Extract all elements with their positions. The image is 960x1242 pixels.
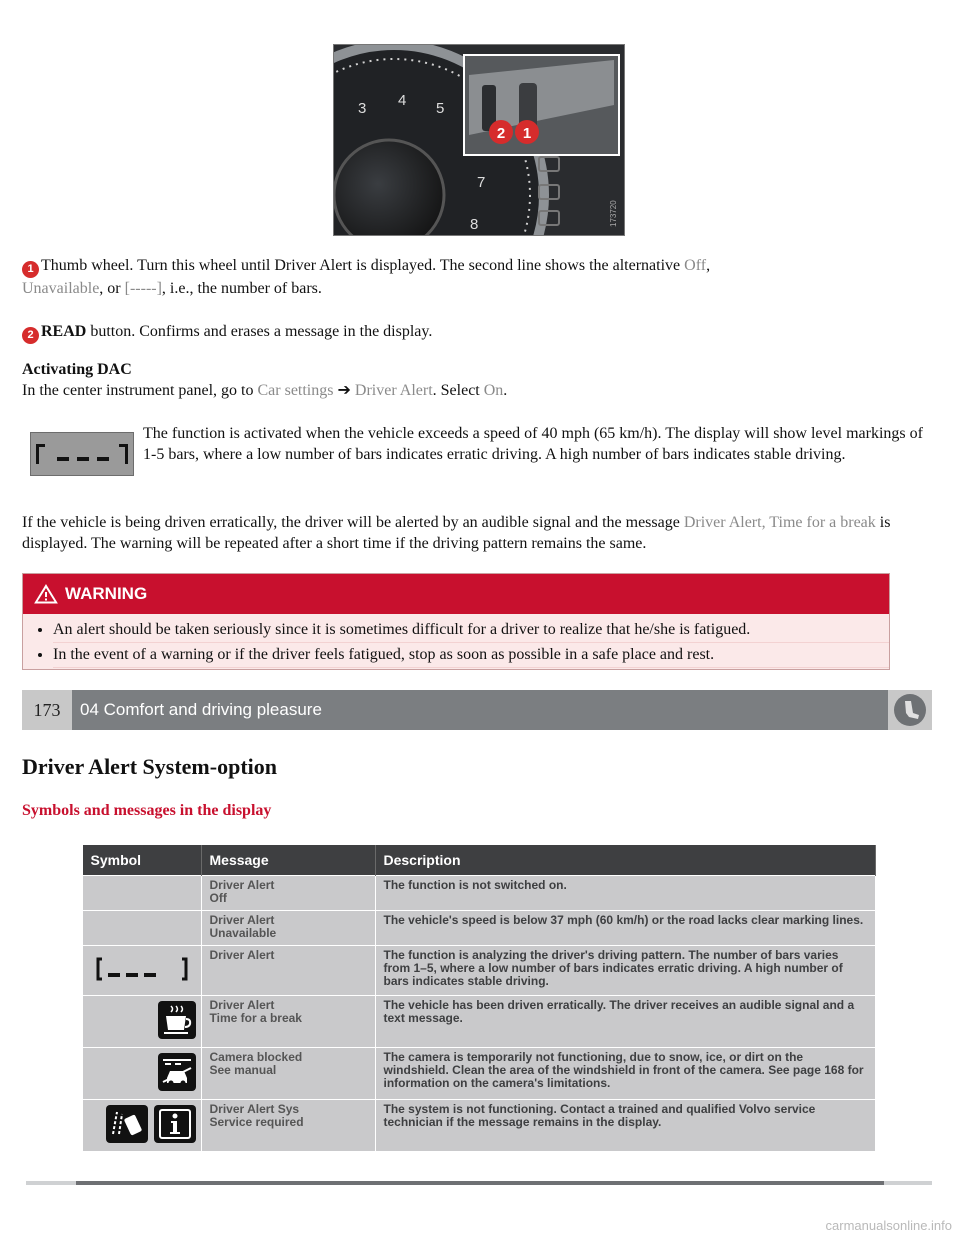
thumb-wheel-paragraph	[22, 255, 922, 299]
camera-blocked-icon	[157, 1052, 197, 1092]
text: , i.e., the number of bars.	[161, 280, 322, 297]
table-row	[83, 1100, 876, 1152]
description-cell: The function is analyzing the driver's driving pattern. The number of bars varies from 1–5, where a low number of bars indicates erratic driving. A high number of bars indicates stable driving.	[375, 946, 876, 996]
message-line: Off	[209, 891, 227, 905]
warning-triangle-icon	[33, 583, 59, 605]
menu-driver-alert: Driver Alert	[354, 382, 433, 399]
service-info-icon	[105, 1104, 197, 1144]
option-unavailable: Unavailable	[22, 280, 100, 297]
table-row	[83, 1048, 876, 1100]
column-header-description: Description	[375, 845, 876, 876]
callout-1-number: 1	[522, 125, 532, 142]
message-line: Driver Alert	[209, 998, 275, 1012]
symbol-cell	[83, 996, 202, 1048]
text: . Select	[432, 382, 484, 399]
warning-list	[23, 618, 889, 668]
dial-number-8: 8	[470, 216, 479, 233]
chapter-title: 04 Comfort and driving pleasure	[80, 700, 322, 719]
bars-icon	[94, 951, 190, 987]
erratic-paragraph	[22, 512, 932, 554]
message-line: Driver Alert	[209, 948, 275, 962]
warning-header	[23, 574, 889, 614]
message-cell	[201, 911, 375, 946]
instrument-cluster-illustration	[334, 45, 624, 235]
message-line: Driver Alert	[209, 878, 275, 892]
message-line: Time for a break	[209, 1011, 302, 1025]
arrow-icon: ➔	[337, 382, 351, 399]
warning-item: • In the event of a warning or if the driver feels fatigued, stop as soon as possible in a safe place and rest.	[53, 643, 889, 668]
coffee-cup-icon	[157, 1000, 197, 1040]
message-line: Service required	[209, 1115, 304, 1129]
instrument-figure	[333, 44, 625, 236]
message-cell	[201, 996, 375, 1048]
message-line: Camera blocked	[209, 1050, 303, 1064]
description-cell: The vehicle has been driven erratically. The driver receives an audible signal and a text message.	[375, 996, 876, 1048]
message-cell	[201, 1048, 375, 1100]
table-row	[83, 996, 876, 1048]
symbol-cell	[83, 876, 202, 911]
activating-section	[22, 359, 922, 401]
table-row	[83, 876, 876, 911]
description-cell: The vehicle's speed is below 37 mph (60 km/h) or the road lacks clear marking lines.	[375, 911, 876, 946]
option-bars: [-----]	[124, 280, 162, 297]
description-cell: The camera is temporarily not functioning, due to snow, ice, or dirt on the windshield. Clean the area of the windshield in front of the camera. See page 168 for information on the camera's limitations.	[375, 1048, 876, 1100]
section-title: Driver Alert System-option	[22, 754, 277, 779]
footer-rule-dark	[76, 1181, 884, 1185]
table-row	[83, 946, 876, 996]
message-time-for-break: Driver Alert, Time for a break	[683, 514, 876, 531]
description-cell: The function is not switched on.	[375, 876, 876, 911]
watermark: carmanualsonline.info	[825, 1218, 952, 1233]
message-line: Unavailable	[209, 926, 277, 940]
column-header-symbol: Symbol	[83, 845, 202, 876]
text: .	[503, 382, 508, 399]
table-row	[83, 911, 876, 946]
warning-box	[22, 573, 890, 670]
text: If the vehicle is being driven erratically, the driver will be alerted by an audible signal and the message	[22, 514, 684, 531]
callout-2-number: 2	[496, 125, 506, 142]
message-line: Driver Alert	[209, 913, 275, 927]
activating-heading: Activating DAC	[22, 361, 132, 378]
warning-title: WARNING	[65, 584, 148, 603]
message-cell	[201, 1100, 375, 1152]
chapter-icon-box	[888, 690, 932, 730]
text: button. Confirms and erases a message in the display.	[86, 323, 433, 340]
symbol-cell	[83, 911, 202, 946]
message-line: Driver Alert Sys	[209, 1102, 300, 1116]
column-header-message: Message	[201, 845, 375, 876]
message-cell	[201, 946, 375, 996]
bars-display-icon	[30, 432, 134, 476]
text: is displayed. The warning will be repeated after a short time if the driving pattern remains the same.	[22, 514, 891, 552]
message-cell	[201, 876, 375, 911]
callout-1-icon: 1	[22, 261, 39, 278]
option-on: On	[483, 382, 504, 399]
page-number: 173	[22, 690, 72, 730]
text: Thumb wheel. Turn this wheel until Driver Alert is displayed. The second line shows the alternative	[41, 257, 685, 274]
dial-number-5: 5	[436, 100, 445, 117]
warning-item: • An alert should be taken seriously since it is sometimes difficult for a driver to realize that he/she is fatigued.	[53, 618, 889, 643]
menu-car-settings: Car settings	[257, 382, 334, 399]
dial-number-3: 3	[358, 100, 367, 117]
text: ,	[706, 257, 711, 274]
table-header-row	[83, 845, 876, 876]
function-paragraph: The function is activated when the vehicle exceeds a speed of 40 mph (65 km/h). The display will show level markings of 1-5 bars, where a low number of bars indicates erratic driving. A high number of bars indicates stable driving.	[143, 425, 923, 463]
text: , or	[99, 280, 125, 297]
image-code: 173720	[609, 200, 618, 227]
chapter-header-bar	[22, 690, 932, 730]
message-line: See manual	[209, 1063, 277, 1077]
symbol-cell	[83, 946, 202, 996]
symbol-cell	[83, 1100, 202, 1152]
description-cell: The system is not functioning. Contact a trained and qualified Volvo service technician if the message remains in the display.	[375, 1100, 876, 1152]
dial-number-7: 7	[477, 174, 486, 191]
text: In the center instrument panel, go to	[22, 382, 258, 399]
callout-2-icon: 2	[22, 327, 39, 344]
option-off: Off	[684, 257, 707, 274]
symbols-messages-table	[82, 845, 876, 1152]
read-button-paragraph	[22, 321, 922, 344]
read-label: READ	[41, 323, 87, 340]
subsection-title: Symbols and messages in the display	[22, 802, 272, 819]
seat-comfort-icon	[893, 693, 927, 727]
symbol-cell	[83, 1048, 202, 1100]
dial-number-4: 4	[398, 92, 407, 109]
